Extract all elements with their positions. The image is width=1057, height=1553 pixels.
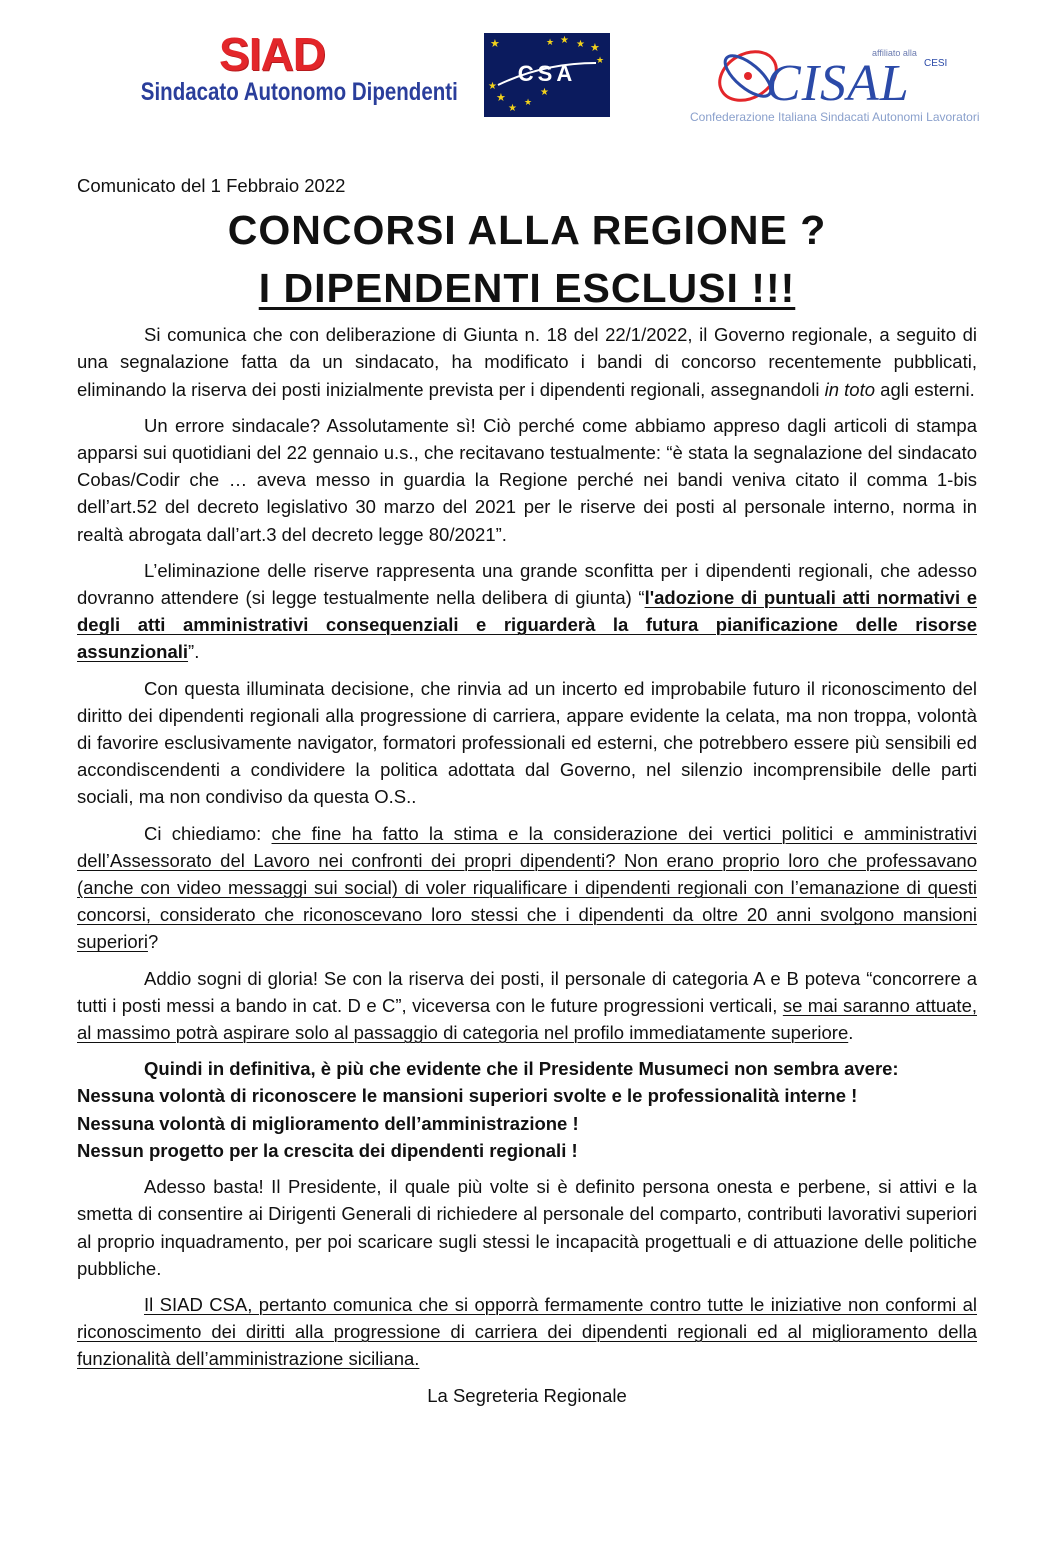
paragraph-1-italic: in toto <box>824 378 876 400</box>
svg-text:★: ★ <box>490 37 500 50</box>
svg-text:★: ★ <box>576 39 585 50</box>
paragraph-5-text-c: ? <box>147 931 159 953</box>
date-line: Comunicato del 1 Febbraio 2022 <box>77 175 346 196</box>
siad-logo-subtitle: Sindacato Autonomo Dipendenti <box>140 78 458 106</box>
title-line-2 <box>77 261 977 315</box>
svg-text:★: ★ <box>488 81 497 92</box>
csa-stars-emblem <box>484 33 610 117</box>
conclusion-line-2: Nessuna volontà di riconoscere le mansioni superiori svolte e le professionalità interne ! <box>77 1085 858 1107</box>
paragraph-6-text-c: . <box>848 1022 854 1044</box>
siad-logo-title: SIAD <box>219 28 325 80</box>
conclusion-line-4: Nessun progetto per la crescita dei dipendenti regionali ! <box>77 1139 578 1161</box>
paragraph-3-text-c: ”. <box>188 641 200 663</box>
title-line-1: CONCORSI ALLA REGIONE ? <box>227 207 827 254</box>
paragraph-2: Un errore sindacale? Assolutamente sì! Ciò perché come abbiamo appreso dagli articoli di stampa apparsi sui quotidiani del 22 gennaio u.s., che recitavano testualmente: “è stata la segnalazione del sindacato Cobas/Codir che … aveva messo in guardia la Regione perché nei bandi veniva citato il comma 1-bis dell’art.52 del decreto legislativo 30 marzo del 2021 per le riserve dei posti al personale interno, norma in realtà abrogata dall’art.3 del decreto legge 80/2021”. <box>77 414 977 545</box>
paragraph-3-text-a: L’eliminazione delle riserve rappresenta una grande sconfitta per i dipendenti regionali, che adesso dovranno attendere (si legge testualmente nella delibera di giunta) “ <box>77 559 977 609</box>
document-body <box>77 172 977 1409</box>
svg-text:★: ★ <box>508 103 517 114</box>
svg-text:★: ★ <box>560 35 569 46</box>
paragraph-1-text-c: agli esterni. <box>875 378 975 400</box>
svg-text:★: ★ <box>546 38 555 48</box>
paragraph-1-text-a: Si comunica che con deliberazione di Giunta n. 18 del 22/1/2022, il Governo regionale, a seguito di una segnalazione fatta da un sindacato, ha modificato i bandi di concorso recentemente pubblicati, eliminando la riserva dei posti inizialmente prevista per i dipendenti regionali, assegnandoli <box>77 324 977 400</box>
signature: La Segreteria Regionale <box>427 1384 627 1406</box>
siad-logo <box>112 28 458 106</box>
paragraph-1 <box>77 321 977 403</box>
cisal-logo <box>688 36 998 128</box>
cisal-logo-title: CISAL <box>766 55 910 112</box>
csa-logo <box>484 33 610 117</box>
conclusion-line-3: Nessuna volontà di miglioramento dell’amministrazione ! <box>77 1112 579 1134</box>
paragraph-5 <box>77 820 977 956</box>
paragraph-4: Con questa illuminata decisione, che rinvia ad un incerto ed improbabile futuro il riconoscimento del diritto dei dipendenti regionali alla progressione di carriera, appare evidente la celata, ma non troppa, volontà di favorire esclusivamente navigator, formatori professionali ed esterni, che potrebbero essere più sensibili ed accondiscendenti a condividere la politica adottata dal Governo, nel silenzio incomprensibile delle parti sociali, ma non condiviso da questa O.S.. <box>77 677 977 808</box>
cisal-full-name: Confederazione Italiana Sindacati Autonomi Lavoratori <box>690 110 980 124</box>
paragraph-5-text-a: Ci chiediamo: <box>144 822 272 844</box>
svg-text:★: ★ <box>540 87 549 98</box>
cisal-cesi-label: CESI <box>924 58 948 69</box>
paragraph-6-text-a: Addio sogni di gloria! Se con la riserva dei posti, il personale di categoria A e B poteva “concorrere a tutti i posti messi a bando in cat. D e C”, viceversa con le future progressioni verticali, <box>77 967 977 1016</box>
paragraph-3 <box>77 557 977 666</box>
csa-logo-text: CSA <box>517 61 577 86</box>
letterhead <box>0 0 1057 150</box>
title-line-2-text: I DIPENDENTI ESCLUSI !!! <box>258 265 796 312</box>
paragraph-3-quote: l'adozione di puntuali atti normativi e degli atti amministrativi consequenziali e riguarderà la futura pianificazione delle risorse assunzionali <box>77 587 977 663</box>
svg-text:★: ★ <box>590 41 600 54</box>
svg-text:★: ★ <box>524 98 533 108</box>
paragraph-8-underlined: Il SIAD CSA, pertanto comunica che si opporrà fermamente contro tutte le iniziative non conformi al riconoscimento dei diritti alla progressione di carriera dei dipendenti regionali ed al miglioramento della funzionalità dell’amministrazione siciliana. <box>77 1293 977 1370</box>
paragraph-8 <box>77 1291 977 1373</box>
paragraph-7: Adesso basta! Il Presidente, il quale più volte si è definito persona onesta e perbene, si attivi e la smetta di consentire ai Dirigenti Generali di richiedere al personale del comparto, contributi lavorativi superiori al proprio inquadramento, per poi scaricare sugli stessi le incapacità progettuali e di attuazione delle politiche pubbliche. <box>77 1176 977 1279</box>
paragraph-5-underlined: che fine ha fatto la stima e la considerazione dei vertici politici e amministrativi dell’Assessorato del Lavoro nei confronti dei propri dipendenti? Non erano proprio loro che professavano (anche con video messaggi sui social) di voler riqualificare i dipendenti regionali con l’emanazione di questi concorsi, considerato che riconoscevano loro stessi che i dipendenti da oltre 20 anni svolgono mansioni superiori <box>77 822 977 953</box>
conclusion-block <box>77 1055 977 1164</box>
svg-text:★: ★ <box>496 91 506 104</box>
conclusion-line-1: Quindi in definitiva, è più che evidente che il Presidente Musumeci non sembra avere: <box>144 1058 899 1080</box>
paragraph-6-underlined: se mai saranno attuate, al massimo potrà aspirare solo al passaggio di categoria nel profilo immediatamente superiore <box>77 994 977 1044</box>
cisal-affiliation: affiliato alla <box>872 48 917 58</box>
svg-text:★: ★ <box>596 56 605 66</box>
paragraph-6 <box>77 965 977 1047</box>
